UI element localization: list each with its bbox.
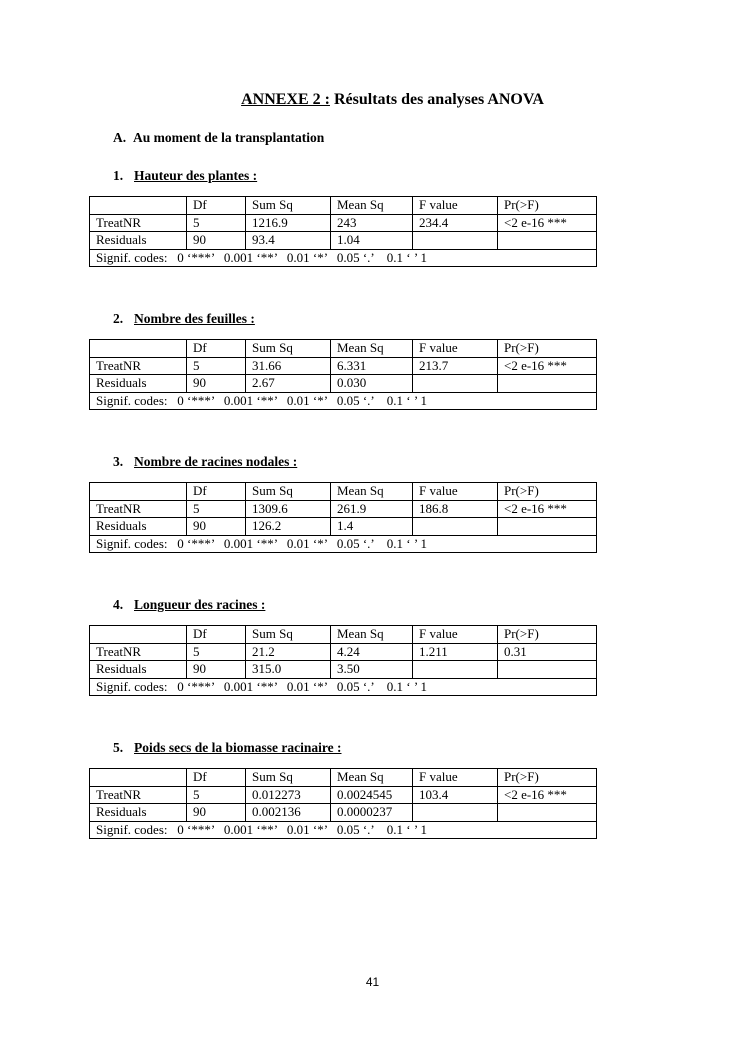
title-text: Résultats des analyses ANOVA [329,91,544,108]
column-header: F value [413,483,498,501]
table-row [90,786,597,804]
column-header: Mean Sq [331,197,413,215]
subsection-label: A. [113,130,127,145]
table-cell: 1216.9 [246,214,331,232]
table-row [90,375,597,393]
table-cell: 243 [331,214,413,232]
column-header: Pr(>F) [498,769,597,787]
subsection-heading [113,130,324,146]
column-header: Df [187,769,246,787]
table-cell: 2.67 [246,375,331,393]
table-header-row [90,626,597,644]
table-cell [498,232,597,250]
section-number: 1. [113,168,124,183]
table-cell: 90 [187,518,246,536]
table-cell: Residuals [90,518,187,536]
column-header: F value [413,340,498,358]
anova-table-2 [89,339,597,410]
table-cell: 90 [187,661,246,679]
table-header-row [90,340,597,358]
table-cell: TreatNR [90,500,187,518]
table-row [90,518,597,536]
anova-table-1 [89,196,597,267]
table-cell [498,804,597,822]
table-cell: 0.012273 [246,786,331,804]
table-header-row [90,769,597,787]
signif-codes: Signif. codes: 0 ‘***’ 0.001 ‘**’ 0.01 ‘*’ 0.05 ‘.’ 0.1 ‘ ’ 1 [90,535,597,553]
table-cell: <2 e-16 *** [498,214,597,232]
section-number: 3. [113,454,124,469]
section-heading-1 [113,168,257,184]
title-annex-label: ANNEXE 2 : [241,91,330,108]
column-header [90,340,187,358]
column-header: Df [187,340,246,358]
table-cell [413,518,498,536]
table-cell: TreatNR [90,786,187,804]
subsection-text: Au moment de la transplantation [133,130,325,145]
table-cell: 186.8 [413,500,498,518]
table-cell: 3.50 [331,661,413,679]
table-cell: 5 [187,214,246,232]
table-cell: 213.7 [413,357,498,375]
table-cell [498,661,597,679]
section-title: Nombre de racines nodales : [134,454,298,469]
table-cell: 261.9 [331,500,413,518]
column-header [90,197,187,215]
table-cell: 1.4 [331,518,413,536]
column-header: Sum Sq [246,626,331,644]
signif-row [90,535,597,553]
table-cell [498,375,597,393]
table-cell: 1.211 [413,643,498,661]
anova-table-4 [89,625,597,696]
table-row [90,214,597,232]
section-title: Poids secs de la biomasse racinaire : [134,740,342,755]
section-number: 5. [113,740,124,755]
table-cell: 103.4 [413,786,498,804]
section-heading-4 [113,597,265,613]
signif-row [90,821,597,839]
section-number: 4. [113,597,124,612]
table-cell: 1.04 [331,232,413,250]
table-cell: 0.030 [331,375,413,393]
column-header: Df [187,197,246,215]
table-cell: 90 [187,804,246,822]
column-header: Pr(>F) [498,197,597,215]
table-row [90,357,597,375]
signif-codes: Signif. codes: 0 ‘***’ 0.001 ‘**’ 0.01 ‘*’ 0.05 ‘.’ 0.1 ‘ ’ 1 [90,678,597,696]
column-header: F value [413,197,498,215]
signif-row [90,249,597,267]
signif-row [90,678,597,696]
section-title: Longueur des racines : [134,597,266,612]
column-header: Sum Sq [246,340,331,358]
table-cell: 1309.6 [246,500,331,518]
section-heading-2 [113,311,255,327]
table-cell [413,232,498,250]
table-cell: 0.0000237 [331,804,413,822]
column-header: Mean Sq [331,626,413,644]
column-header: F value [413,769,498,787]
signif-codes: Signif. codes: 0 ‘***’ 0.001 ‘**’ 0.01 ‘*’ 0.05 ‘.’ 0.1 ‘ ’ 1 [90,249,597,267]
table-cell: 31.66 [246,357,331,375]
section-heading-3 [113,454,297,470]
table-cell: 0.002136 [246,804,331,822]
column-header: Sum Sq [246,483,331,501]
table-cell: 5 [187,500,246,518]
column-header: Mean Sq [331,340,413,358]
table-cell: <2 e-16 *** [498,357,597,375]
table-cell [413,375,498,393]
table-cell: <2 e-16 *** [498,500,597,518]
column-header: Df [187,483,246,501]
table-cell: TreatNR [90,643,187,661]
table-cell: 5 [187,357,246,375]
anova-table-5 [89,768,597,839]
table-cell [498,518,597,536]
section-heading-5 [113,740,341,756]
page-number: 41 [365,975,380,989]
table-cell: <2 e-16 *** [498,786,597,804]
table-cell: TreatNR [90,214,187,232]
column-header [90,626,187,644]
table-cell: Residuals [90,375,187,393]
column-header: F value [413,626,498,644]
signif-codes: Signif. codes: 0 ‘***’ 0.001 ‘**’ 0.01 ‘*’ 0.05 ‘.’ 0.1 ‘ ’ 1 [90,392,597,410]
table-header-row [90,483,597,501]
table-cell: 5 [187,643,246,661]
column-header: Sum Sq [246,769,331,787]
table-row [90,500,597,518]
column-header: Mean Sq [331,483,413,501]
table-cell: 0.31 [498,643,597,661]
section-title: Hauteur des plantes : [134,168,258,183]
column-header: Pr(>F) [498,340,597,358]
table-cell: 5 [187,786,246,804]
table-cell: 315.0 [246,661,331,679]
table-row [90,232,597,250]
signif-codes: Signif. codes: 0 ‘***’ 0.001 ‘**’ 0.01 ‘*’ 0.05 ‘.’ 0.1 ‘ ’ 1 [90,821,597,839]
table-cell: 6.331 [331,357,413,375]
column-header: Mean Sq [331,769,413,787]
column-header: Pr(>F) [498,626,597,644]
table-row [90,661,597,679]
anova-table-3 [89,482,597,553]
section-title: Nombre des feuilles : [134,311,255,326]
table-cell: TreatNR [90,357,187,375]
table-cell: Residuals [90,661,187,679]
column-header: Df [187,626,246,644]
column-header [90,769,187,787]
table-row [90,804,597,822]
table-cell [413,661,498,679]
table-cell: 0.0024545 [331,786,413,804]
table-cell [413,804,498,822]
table-cell: 90 [187,375,246,393]
column-header: Pr(>F) [498,483,597,501]
table-cell: Residuals [90,232,187,250]
table-row [90,643,597,661]
section-number: 2. [113,311,124,326]
table-cell: 21.2 [246,643,331,661]
table-cell: 126.2 [246,518,331,536]
table-header-row [90,197,597,215]
table-cell: 90 [187,232,246,250]
column-header: Sum Sq [246,197,331,215]
column-header [90,483,187,501]
table-cell: 93.4 [246,232,331,250]
signif-row [90,392,597,410]
table-cell: 4.24 [331,643,413,661]
page-title [0,91,745,109]
table-cell: Residuals [90,804,187,822]
table-cell: 234.4 [413,214,498,232]
